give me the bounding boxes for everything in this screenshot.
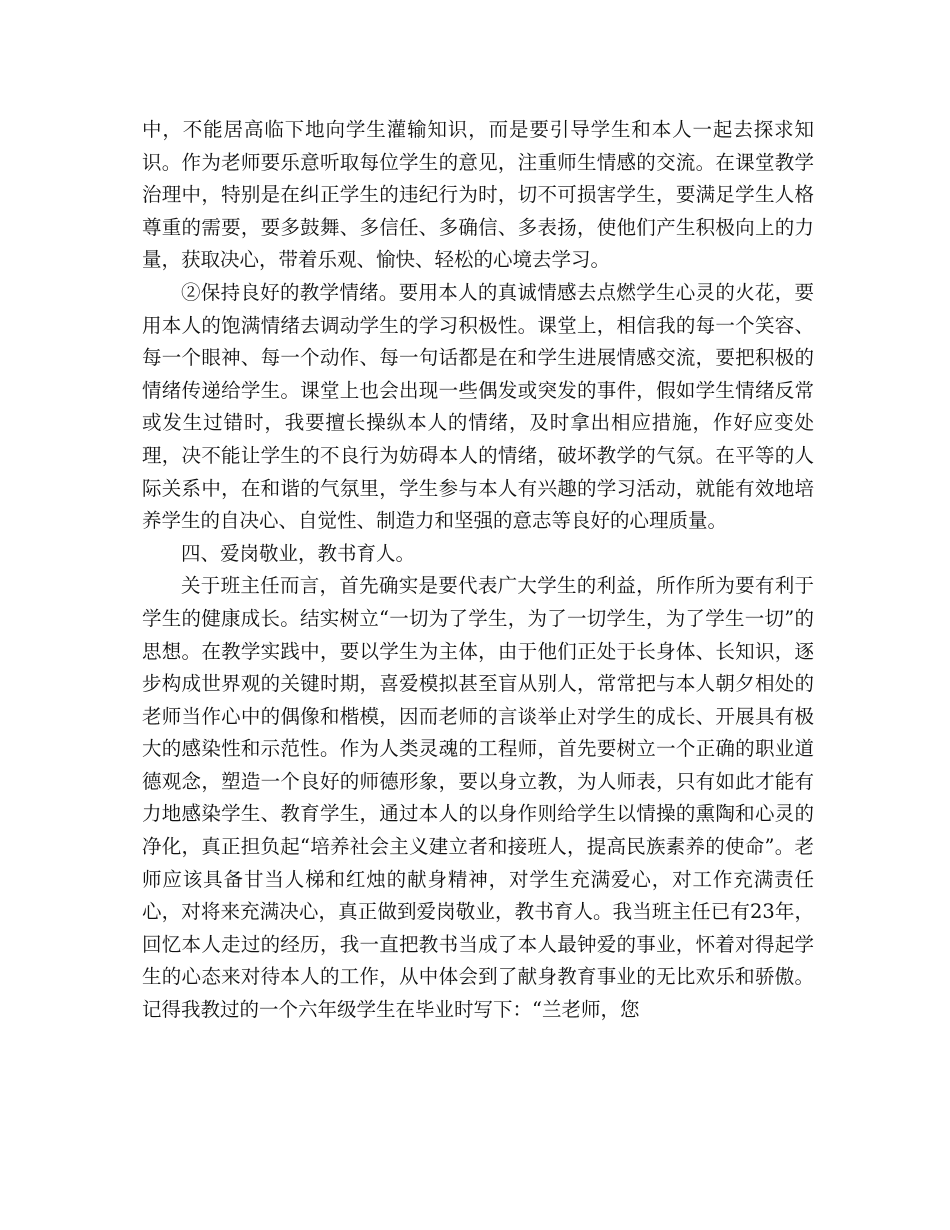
paragraph-dedication: 关于班主任而言，首先确实是要代表广大学生的利益，所作所为要有利于学生的健康成长。结实树立“一切为了学生，为了一切学生，为了学生一切”的思想。在教学实践中，要以学生为主体，由于他们正处于长身体、长知识，逐步构成世界观的关键时期，喜爱模拟甚至盲从别人，常常把与本人朝夕相处的老师当作心中的偶像和楷模，因而老师的言谈举止对学生的成长、开展具有极大的感染性和示范性。作为人类灵魂的工程师，首先要树立一个正确的职业道德观念，塑造一个良好的师德形象，要以身立教，为人师表，只有如此才能有力地感染学生、教育学生，通过本人的以身作则给学生以情操的熏陶和心灵的净化，真正担负起“培养社会主义建立者和接班人，提高民族素养的使命”。老师应该具备甘当人梯和红烛的献身精神，对学生充满爱心，对工作充满责任心，对将来充满决心，真正做到爱岗敬业，教书育人。我当班主任已有23年，回忆本人走过的经历，我一直把教书当成了本人最钟爱的事业，怀着对得起学生的心态来对待本人的工作，从中体会到了献身教育事业的无比欢乐和骄傲。记得我教过的一个六年级学生在毕业时写下：“兰老师，您 — [142, 574, 814, 1022]
section-heading: 四、爱岗敬业，教书育人。 — [181, 541, 416, 565]
paragraph-teaching-emotion: ②保持良好的教学情绪。要用本人的真诚情感去点燃学生心灵的火花，要用本人的饱满情绪去调动学生的学习积极性。课堂上，相信我的每一个笑容、每一个眼神、每一个动作、每一句话都是在和学生进展情感交流，要把积极的情绪传递给学生。课堂上也会出现一些偶发或突发的事件，假如学生情绪反常或发生过错时，我要擅长操纵本人的情绪，及时拿出相应措施，作好应变处理，决不能让学生的不良行为妨碍本人的情绪，破坏教学的气氛。在平等的人际关系中，在和谐的气氛里，学生参与本人有兴趣的学习活动，就能有效地培养学生的自决心、自觉性、制造力和坚强的意志等良好的心理质量。 — [142, 280, 814, 533]
document-body — [142, 114, 814, 1027]
paragraph-continued: 中，不能居高临下地向学生灌输知识，而是要引导学生和本人一起去探求知识。作为老师要乐意听取每位学生的意见，注重师生情感的交流。在课堂教学治理中，特别是在纠正学生的违纪行为时，切不可损害学生，要满足学生人格尊重的需要，要多鼓舞、多信任、多确信、多表扬，使他们产生积极向上的力量，获取决心，带着乐观、愉快、轻松的心境去学习。 — [142, 118, 814, 272]
